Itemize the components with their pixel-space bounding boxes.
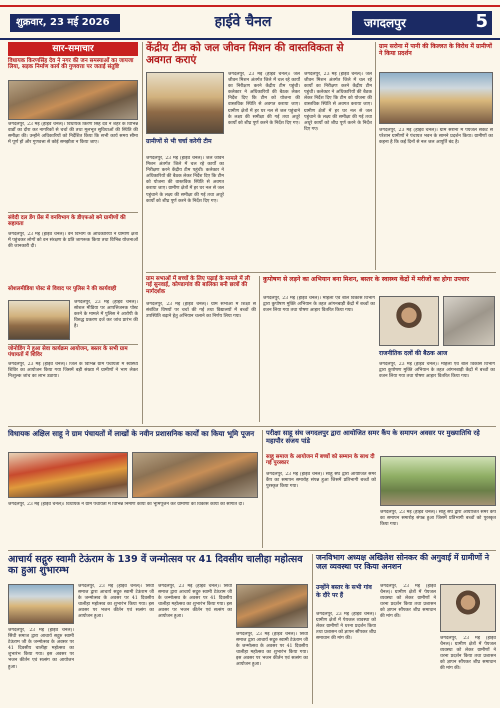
bottom-photo1 [8, 584, 74, 624]
lower-left-photo2 [132, 452, 258, 498]
masthead [0, 10, 500, 36]
bottom-left-headline: आचार्य सद्गुरु स्वामी टेऊंराम के 139 वें जन्मोत्सव पर 41 दिवसीय चालीहा महोत्सव का हुआ शुभारम्भ [8, 554, 303, 577]
left-story3-photo [8, 300, 70, 340]
lead-photo [146, 72, 224, 134]
middle-left-body: जगदलपुर, 23 मई (हाईवे चैनल)। ग्राम सभाओं में शिक्षा से संबंधित विषयों पर चर्चा की गई तथा विद्यालयों में बच्चों की उपस्थिति बढ़ाने हेतु अभियान चलाने का निर्णय लिया गया। [146, 302, 256, 320]
city-name: जगदलपुर [364, 16, 406, 30]
masthead-rule [0, 38, 500, 40]
section-label: सार-समाचार [8, 42, 138, 56]
masthead-city [352, 11, 492, 35]
column-rule [312, 554, 313, 704]
divider [8, 212, 138, 213]
column-rule [375, 42, 376, 270]
middle-right-photo [379, 296, 439, 346]
lead-body-col1: जगदलपुर, 23 मई (हाईवे चैनल)। जल जीवन मिशन अंतर्गत जिले में चल रहे कार्यों का निरीक्षण करने केंद्रीय टीम पहुंची। कलेक्टर ने अधिकारियों की बैठक लेकर निर्देश दिए कि टीम को योजना की वास्तविक स्थिति से अवगत कराया जाए। ग्रामीण क्षेत्रों में हर घर नल से जल पहुंचाने के लक्ष्य की समीक्षा की गई तथा अधूरे कार्यों को शीघ्र पूर्ण करने के निर्देश दिए गए। [228, 72, 300, 126]
band-divider [146, 272, 496, 273]
left-story1-body: जगदलपुर, 23 मई (हाईवे चैनल)। विधायक किरण सिंह देव ने शहर के विभिन्न वार्डों का दौरा कर नागरिकों से चर्चा की तथा मूलभूत सुविधाओं की स्थिति की समीक्षा की। उन्होंने अधिकारियों को निर्देशित किया कि सभी कार्य समय सीमा में पूर्ण हों और गुणवत्ता से कोई समझौता न किया जाए। [8, 122, 138, 146]
middle-right-photo2 [443, 296, 495, 346]
page-number: 5 [475, 11, 488, 32]
band-divider [8, 426, 496, 427]
bottom-right-body3: जगदलपुर, 23 मई (हाईवे चैनल)। ग्रामीण क्षेत्रों में पेयजल व्यवस्था को लेकर ग्रामीणों ने धरना प्रदर्शन किया तथा प्रशासन को ज्ञापन सौंपकर शीघ्र समाधान की मांग की। [440, 636, 496, 672]
middle-side-head: राजनीतिक दलों की बैठक आज [379, 350, 448, 357]
bottom-body-col4: जगदलपुर, 23 मई (हाईवे चैनल)। सिंधी समाज द्वारा आचार्य सद्गुरु स्वामी टेऊंराम जी के जन्मोत्सव के अवसर पर 41 दिवसीय चालीहा महोत्सव का शुभारंभ किया गया। इस अवसर पर भजन कीर्तन एवं सत्संग का आयोजन हुआ। [236, 632, 308, 668]
middle-left-headline: ग्राम सभाओं में बच्चों के लिए पढ़ाई के मामले में ली गई सुनवाई, कोण्डागांव की बालिका बनी छात्रों की मार्गदर्शक [146, 276, 250, 295]
lower-left-photo1 [8, 452, 128, 498]
lead-body-col2: जगदलपुर, 23 मई (हाईवे चैनल)। जल जीवन मिशन अंतर्गत जिले में चल रहे कार्यों का निरीक्षण करने केंद्रीय टीम पहुंची। कलेक्टर ने अधिकारियों की बैठक लेकर निर्देश दिए कि टीम को योजना की वास्तविक स्थिति से अवगत कराया जाए। ग्रामीण क्षेत्रों में हर घर नल से जल पहुंचाने के लक्ष्य की समीक्षा की गई तथा अधूरे कार्यों को शीघ्र पूर्ण करने के निर्देश दिए गए। [304, 72, 372, 132]
bottom-body-col3: जगदलपुर, 23 मई (हाईवे चैनल)। सिंधी समाज द्वारा आचार्य सद्गुरु स्वामी टेऊंराम जी के जन्मोत्सव के अवसर पर 41 दिवसीय चालीहा महोत्सव का शुभारंभ किया गया। इस अवसर पर भजन कीर्तन एवं सत्संग का आयोजन हुआ। [158, 584, 232, 620]
bottom-right-body2: जगदलपुर, 23 मई (हाईवे चैनल)। ग्रामीण क्षेत्रों में पेयजल व्यवस्था को लेकर ग्रामीणों ने धरना प्रदर्शन किया तथा प्रशासन को ज्ञापन सौंपकर शीघ्र समाधान की मांग की। [380, 584, 436, 620]
left-story2-headline: संवेदी दल डेंग प्रेंस में वनविभाग के डीएफओ बने ग्रामीणों की सहायता [8, 215, 126, 228]
bottom-right-headline: जनविभाग अध्यक्ष अखिलेश सोनकर की अगुवाई में ग्रामीणों ने जल व्यवस्था पर किया अनशन [316, 553, 490, 571]
bottom-body-col1: जगदलपुर, 23 मई (हाईवे चैनल)। सिंधी समाज द्वारा आचार्य सद्गुरु स्वामी टेऊंराम जी के जन्मोत्सव के अवसर पर 41 दिवसीय चालीहा महोत्सव का शुभारंभ किया गया। इस अवसर पर भजन कीर्तन एवं सत्संग का आयोजन हुआ। [8, 628, 74, 670]
top-rule [0, 5, 500, 7]
lower-left-body: जगदलपुर, 23 मई (हाईवे चैनल)। विधायक ने ग्राम पंचायतों में विभिन्न निर्माण कार्यों का भूमिपूजन कर ग्रामीणों को विकास कार्यों की सौगात दी। [8, 502, 244, 507]
column-rule [142, 42, 143, 424]
left-story4-headline: जोनोडिंग ने हुआ सेवा कार्यक्रम आयोजन, बस्तर के सभी ग्राम पंचायतों में शिविर [8, 346, 128, 359]
lead-body-col0: जगदलपुर, 23 मई (हाईवे चैनल)। जल जीवन मिशन अंतर्गत जिले में चल रहे कार्यों का निरीक्षण करने केंद्रीय टीम पहुंची। कलेक्टर ने अधिकारियों की बैठक लेकर निर्देश दिए कि टीम को योजना की वास्तविक स्थिति से अवगत कराया जाए। ग्रामीण क्षेत्रों में हर घर नल से जल पहुंचाने के लक्ष्य की समीक्षा की गई तथा अधूरे कार्यों को शीघ्र पूर्ण करने के निर्देश दिए गए। [146, 156, 224, 204]
bottom-right-body1: जगदलपुर, 23 मई (हाईवे चैनल)। ग्रामीण क्षेत्रों में पेयजल व्यवस्था को लेकर ग्रामीणों ने धरना प्रदर्शन किया तथा प्रशासन को ज्ञापन सौंपकर शीघ्र समाधान की मांग की। [316, 612, 376, 642]
lower-right-body2: जगदलपुर, 23 मई (हाईवे चैनल)। साहू संघ द्वारा आयोजित समर कैंप का समापन समारोह संपन्न हुआ जिसमें प्रतिभागी बच्चों को पुरस्कृत किया गया। [380, 510, 496, 528]
column-rule [259, 276, 260, 422]
lower-right-headline: परीक्षा साहू संघ जगदलपुर द्वारा आयोजित समर कैंप के समापन अवसर पर मुख्यातिथि रहे महापौर संजय पांडे [266, 429, 480, 445]
left-story2-body: जगदलपुर, 23 मई (हाईवे चैनल)। वन विभाग के अधिकारियों ने ग्रामीण क्षेत्रों में पहुंचकर लोगों को वन संरक्षण के प्रति जागरूक किया तथा विभिन्न योजनाओं की जानकारी दी। [8, 232, 138, 250]
bottom-body-col2: जगदलपुर, 23 मई (हाईवे चैनल)। सिंधी समाज द्वारा आचार्य सद्गुरु स्वामी टेऊंराम जी के जन्मोत्सव के अवसर पर 41 दिवसीय चालीहा महोत्सव का शुभारंभ किया गया। इस अवसर पर भजन कीर्तन एवं सत्संग का आयोजन हुआ। [78, 584, 154, 620]
lead-headline: केंद्रीय टीम को जल जीवन मिशन की वास्तविकता से अवगत कराएं [146, 42, 344, 67]
middle-right-body: जगदलपुर, 23 मई (हाईवे चैनल)। महिला एवं बाल विकास विभाग द्वारा कुपोषण मुक्ति अभियान के तहत आंगनबाड़ी केंद्रों में बच्चों का वजन लिया गया तथा पोषण आहार वितरित किया गया। [263, 296, 375, 314]
right-top-body: जगदलपुर, 23 मई (हाईवे चैनल)। ग्राम सरोना में पेयजल संकट से परेशान ग्रामीणों ने पंचायत भवन के सामने प्रदर्शन किया। ग्रामीणों का कहना है कि कई दिनों से नल जल आपूर्ति बंद है। [379, 128, 493, 146]
left-story3-body: जगदलपुर, 23 मई (हाईवे चैनल)। सोशल मीडिया पर आपत्तिजनक पोस्ट करने के मामले में पुलिस ने आरोपी के विरुद्ध प्रकरण दर्ज कर जांच प्रारंभ की है। [74, 300, 138, 330]
left-story4-body: जगदलपुर, 23 मई (हाईवे चैनल)। जिले के विभिन्न ग्राम पंचायतों में स्वास्थ्य शिविर का आयोजन किया गया जिसमें बड़ी संख्या में ग्रामीणों ने भाग लेकर निःशुल्क जांच का लाभ उठाया। [8, 362, 138, 380]
masthead-date: शुक्रवार, 23 मई 2026 [10, 14, 120, 32]
lead-subhead: ग्रामीणों से भी चर्चा करेगी टीम [146, 138, 212, 145]
middle-right-headline: कुपोषण से लड़ने का अभियान बना मिशन, बस्तर के स्वास्थ्य केंद्रों में मरीजों का होगा उपचार [263, 276, 469, 283]
left-story1-headline: विधायक किरणसिंह देव ने नगर की जन समस्याओं का जायजा लिया, सड़क निर्माण कार्य की गुणवत्ता पर जताई संतुष्टि [8, 58, 134, 71]
right-top-photo [379, 72, 493, 124]
lower-right-photo [380, 456, 496, 506]
right-top-headline: ग्राम सरोना में पानी की किल्लत के विरोध में ग्रामीणों ने किया प्रदर्शन [379, 43, 492, 57]
bottom-photo2 [236, 584, 308, 628]
left-story1-photo [8, 80, 138, 120]
column-rule [262, 430, 263, 548]
lower-right-body: जगदलपुर, 23 मई (हाईवे चैनल)। साहू संघ द्वारा आयोजित समर कैंप का समापन समारोह संपन्न हुआ जिसमें प्रतिभागी बच्चों को पुरस्कृत किया गया। [266, 472, 376, 490]
paper-name: हाईवे चैनल [214, 14, 272, 30]
left-story3-headline: सोशलमीडिया पोस्ट से विवाद पर पुलिस ने की कार्यवाही [8, 286, 117, 292]
bottom-right-photo [440, 584, 496, 632]
bottom-mid-headline: उन्होंने बस्तर के सभी गांव के दौरे पर हैं [316, 584, 372, 599]
middle-side-body: जगदलपुर, 23 मई (हाईवे चैनल)। महिला एवं बाल विकास विभाग द्वारा कुपोषण मुक्ति अभियान के तहत आंगनबाड़ी केंद्रों में बच्चों का वजन लिया गया तथा पोषण आहार वितरित किया गया। [379, 362, 495, 380]
lower-right-subhead: साहू समाज के आयोजन में बच्चों को सम्मान के साथ दी गई पुरस्कार [266, 454, 375, 467]
lower-left-headline: विधायक अक्षिल साहू ने ग्राम पंचायतों में लाखों के नवीन प्रशासनिक कार्यों का किया भूमि पूजन [8, 429, 255, 438]
divider [8, 344, 138, 345]
band-divider [8, 550, 496, 551]
